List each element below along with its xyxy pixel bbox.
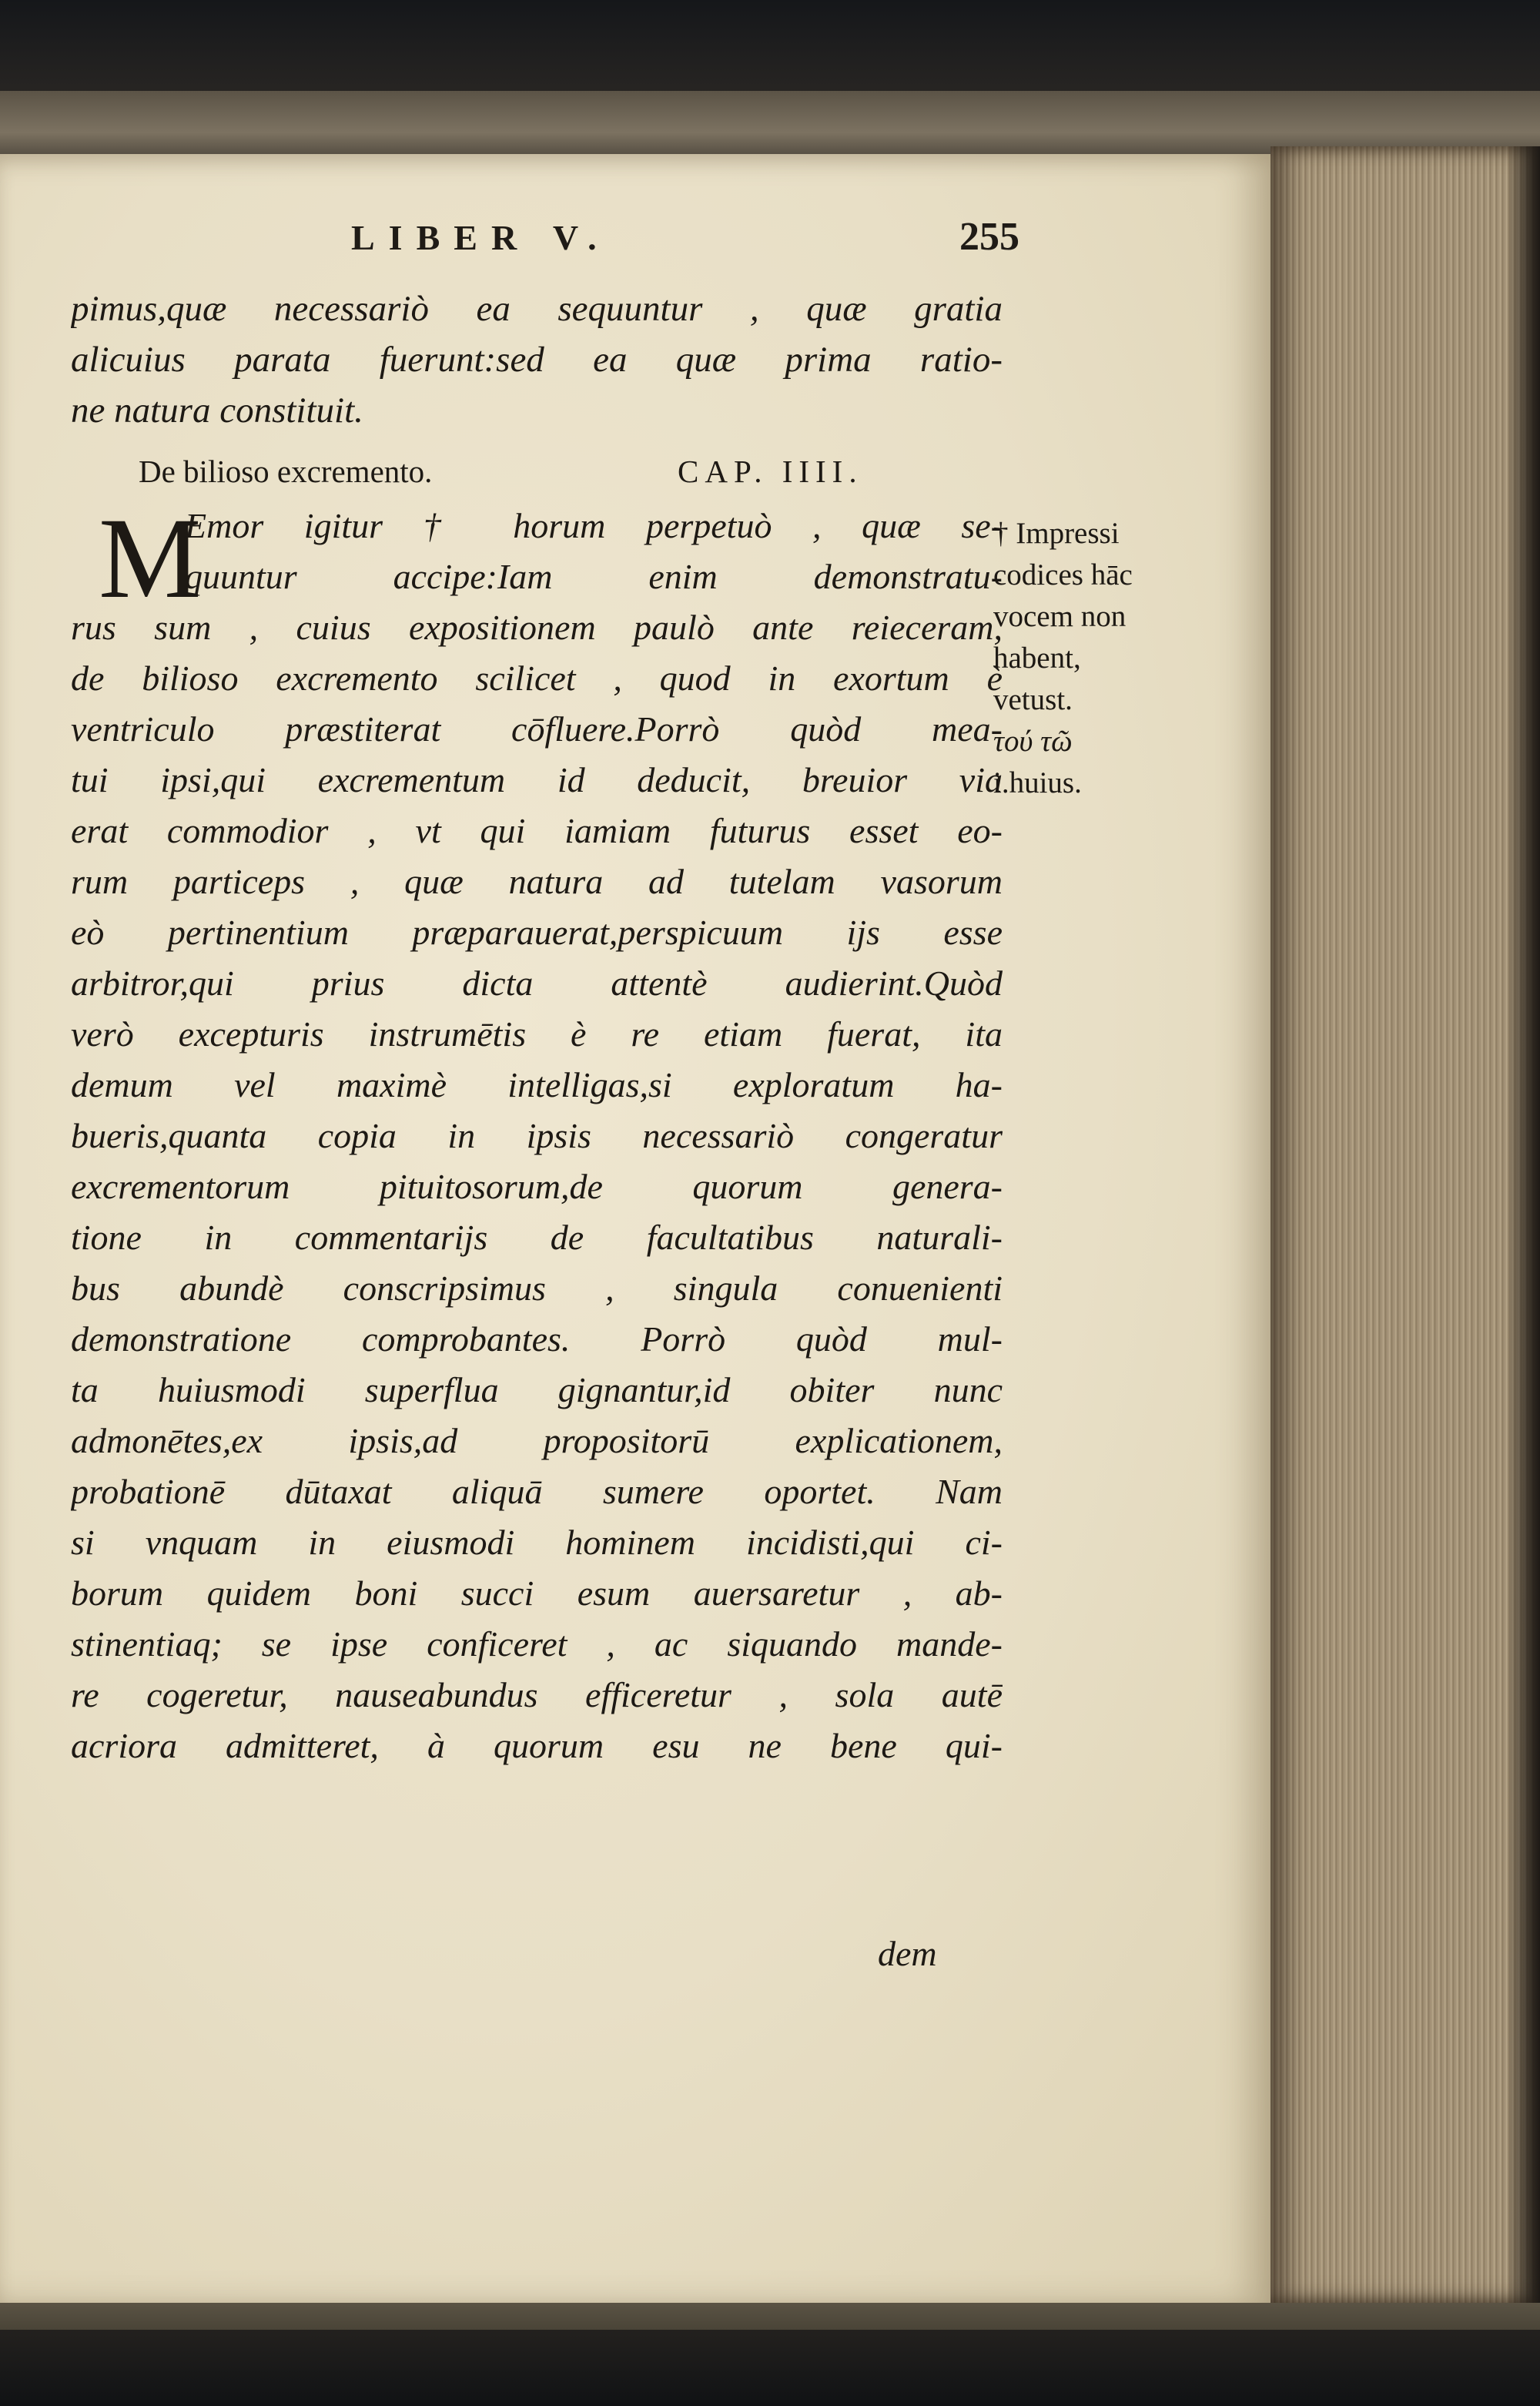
text-line: alicuius parata fuerunt:sed ea quæ prima ratio- bbox=[71, 340, 1003, 380]
text-line: ta huiusmodi superflua gignantur,id obiter nunc bbox=[71, 1370, 1003, 1409]
text-line: tione in commentarijs de facultatibus naturali- bbox=[71, 1218, 1003, 1257]
page-edges bbox=[1270, 146, 1540, 2303]
text-line: probationē dūtaxat aliquā sumere oportet. Nam bbox=[71, 1472, 1003, 1511]
margin-line: † Impressi bbox=[993, 517, 1120, 550]
text-line: tui ipsi,qui excrementum id deducit, breuior via bbox=[71, 760, 1003, 799]
text-line: quuntur accipe:Iam enim demonstratu- bbox=[185, 557, 1003, 596]
text-line: de bilioso excremento scilicet , quod in exortum è bbox=[71, 658, 1003, 698]
text-line: admonētes,ex ipsis,ad propositorū explicationem, bbox=[71, 1421, 1003, 1460]
text-line: si vnquam in eiusmodi hominem incidisti,qui ci- bbox=[71, 1523, 1003, 1562]
text-line: demum vel maximè intelligas,si exploratum ha- bbox=[71, 1065, 1003, 1104]
margin-line: habent, bbox=[993, 642, 1081, 675]
running-head-title: LIBER V. bbox=[351, 218, 611, 257]
page-number: 255 bbox=[959, 215, 1019, 259]
catchword: dem bbox=[878, 1934, 937, 1973]
text-line: demonstratione comprobantes. Porrò quòd mul- bbox=[71, 1319, 1003, 1359]
chapter-title: De bilioso excremento. bbox=[139, 454, 433, 489]
chapter-body bbox=[71, 494, 1003, 1771]
text-line: eò pertinentium præparauerat,perspicuum ijs esse bbox=[71, 913, 1003, 952]
page-edges-shadow bbox=[1509, 146, 1540, 2303]
text-line: pimus,quæ necessariò ea sequuntur , quæ gratia bbox=[71, 289, 1003, 329]
margin-line: i.huius. bbox=[993, 766, 1082, 799]
text-line: Emor igitur † horum perpetuò , quæ se- bbox=[185, 506, 1003, 545]
margin-line: τού τῶ bbox=[993, 725, 1073, 758]
chapter-number: CAP. IIII. bbox=[678, 454, 863, 489]
chapter-heading bbox=[139, 453, 970, 499]
running-head bbox=[0, 217, 1270, 263]
text-line: re cogeretur, nauseabundus efficeretur , sola autē bbox=[71, 1675, 1003, 1714]
text-line: rum particeps , quæ natura ad tutelam vasorum bbox=[71, 862, 1003, 901]
text-line: verò excepturis instrumētis è re etiam fuerat, ita bbox=[71, 1014, 1003, 1054]
text-line: rus sum , cuius expositionem paulò ante reieceram, bbox=[71, 608, 1003, 647]
text-line: stinentiaq; se ipse conficeret , ac siquando mande- bbox=[71, 1624, 1003, 1664]
text-line: borum quidem boni succi esum auersaretur , ab- bbox=[71, 1573, 1003, 1613]
text-line: acriora admitteret, à quorum esu ne bene qui- bbox=[71, 1726, 1003, 1765]
text-line: erat commodior , vt qui iamiam futurus esset eo- bbox=[71, 811, 1003, 850]
margin-line: vocem non bbox=[993, 600, 1127, 633]
marginal-note bbox=[993, 513, 1201, 804]
text-line: ne natura constituit. bbox=[71, 390, 363, 431]
margin-line: vetust. bbox=[993, 683, 1073, 716]
drop-capital: M bbox=[99, 494, 202, 622]
text-line: excrementorum pituitosorum,de quorum genera- bbox=[71, 1167, 1003, 1206]
text-line: ventriculo præstiterat cōfluere.Porrò quòd mea- bbox=[71, 709, 1003, 749]
opening-paragraph bbox=[71, 283, 1003, 436]
text-line: bus abundè conscripsimus , singula conuenienti bbox=[71, 1268, 1003, 1308]
margin-line: codices hāc bbox=[993, 558, 1133, 591]
text-line: bueris,quanta copia in ipsis necessariò congeratur bbox=[71, 1116, 1003, 1155]
text-line: arbitror,qui prius dicta attentè audierint.Quòd bbox=[71, 963, 1003, 1003]
